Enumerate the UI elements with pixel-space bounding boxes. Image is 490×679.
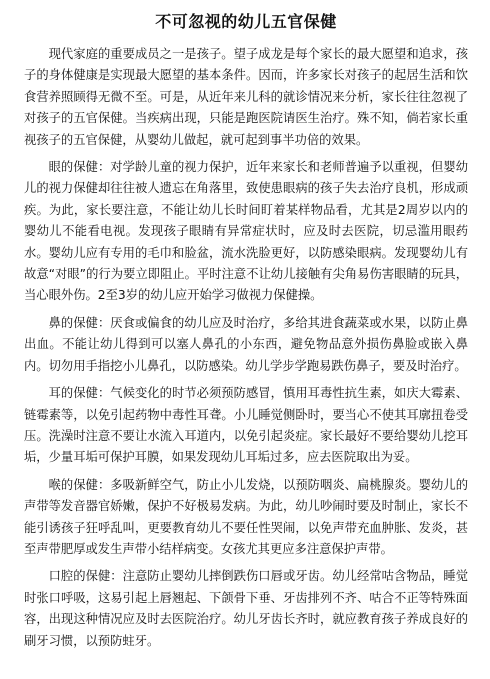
paragraph-throat-care: 喉的保健：多吸新鲜空气，防止小儿发烧，以预防咽炎、扁桃腺炎。婴幼儿的声带等发音器官娇嫩，保护不好极易发病。为此，幼儿吵闹时要及时制止，家长不能引诱孩子狂呼乱叫，更要教育幼儿不要任性哭闹，以免声带充血肿胀、发炎，甚至声带肥厚或发生声带小结样病变。女孩尤其更应多注意保护声带。	[24, 477, 468, 556]
paragraph-eye-care: 眼的保健：对学龄儿童的视力保护，近年来家长和老师普遍予以重视，但婴幼儿的视力保健却往往被人遗忘在角落里，致使患眼病的孩子失去治疗良机，形成顽疾。为此，家长要注意，不能让幼儿长时间盯着某样物品看，尤其是2周岁以内的婴幼儿不能看电视。发现孩子眼睛有异常症状时，应及时去医院，切忌滥用眼药水。婴幼儿应有专用的毛巾和脸盆，流水洗脸更好，以防感染眼病。发现婴幼儿有故意“对眼”的行为要立即阻止。平时注意不让幼儿接触有尖角易伤害眼睛的玩具，当心眼外伤。2至3岁的幼儿应开始学习做视力保健操。	[24, 160, 468, 303]
paragraph-mouth-care: 口腔的保健：注意防止婴幼儿摔倒跌伤口唇或牙齿。幼儿经常咕含物品，睡觉时张口呼吸，这易引起上唇翘起、下颌骨下垂、牙齿排列不齐、咕合不正等特殊面容，出现这种情况应及时去医院治疗。幼儿牙齿长齐时，就应教育孩子养成良好的刷牙习惯，以预防蛀牙。	[24, 569, 468, 648]
paragraph-nose-care: 鼻的保健：厌食或偏食的幼儿应及时治疗，多给其进食蔬菜或水果，以防止鼻出血。不能让幼儿得到可以塞人鼻孔的小东西，避免物品意外损伤鼻脸或嵌入鼻内。切勿用手指挖小儿鼻孔，以防感染。幼儿学步学跑易跌伤鼻子，要及时治疗。	[24, 315, 468, 373]
document-title: 不可忽视的幼儿五官保健	[155, 12, 337, 31]
paragraph-ear-care: 耳的保健：气候变化的时节必须预防感冒，慎用耳毒性抗生素，如庆大霉素、链霉素等，以免引起药物中毒性耳聋。小儿睡觉侧卧时，要当心不使其耳廓扭卷受压。洗澡时注意不要让水流入耳道内，以免引起炎症。家长最好不要给婴幼儿挖耳垢，少量耳垢可保护耳膜，如果发现幼儿耳垢过多，应去医院取出为妥。	[24, 386, 468, 465]
paragraph-intro: 现代家庭的重要成员之一是孩子。望子成龙是每个家长的最大愿望和追求，孩子的身体健康是实现最大愿望的基本条件。因而，许多家长对孩子的起居生活和饮食营养照顾得无微不至。可是，从近年来儿科的就诊情况来分析，家长往往忽视了对孩子的五官保健。当疾病出现，只能是跑医院请医生治疗。殊不知，倘若家长重视孩子的五官保健，从婴幼儿做起，就可起到事半功倍的效果。	[24, 47, 468, 147]
